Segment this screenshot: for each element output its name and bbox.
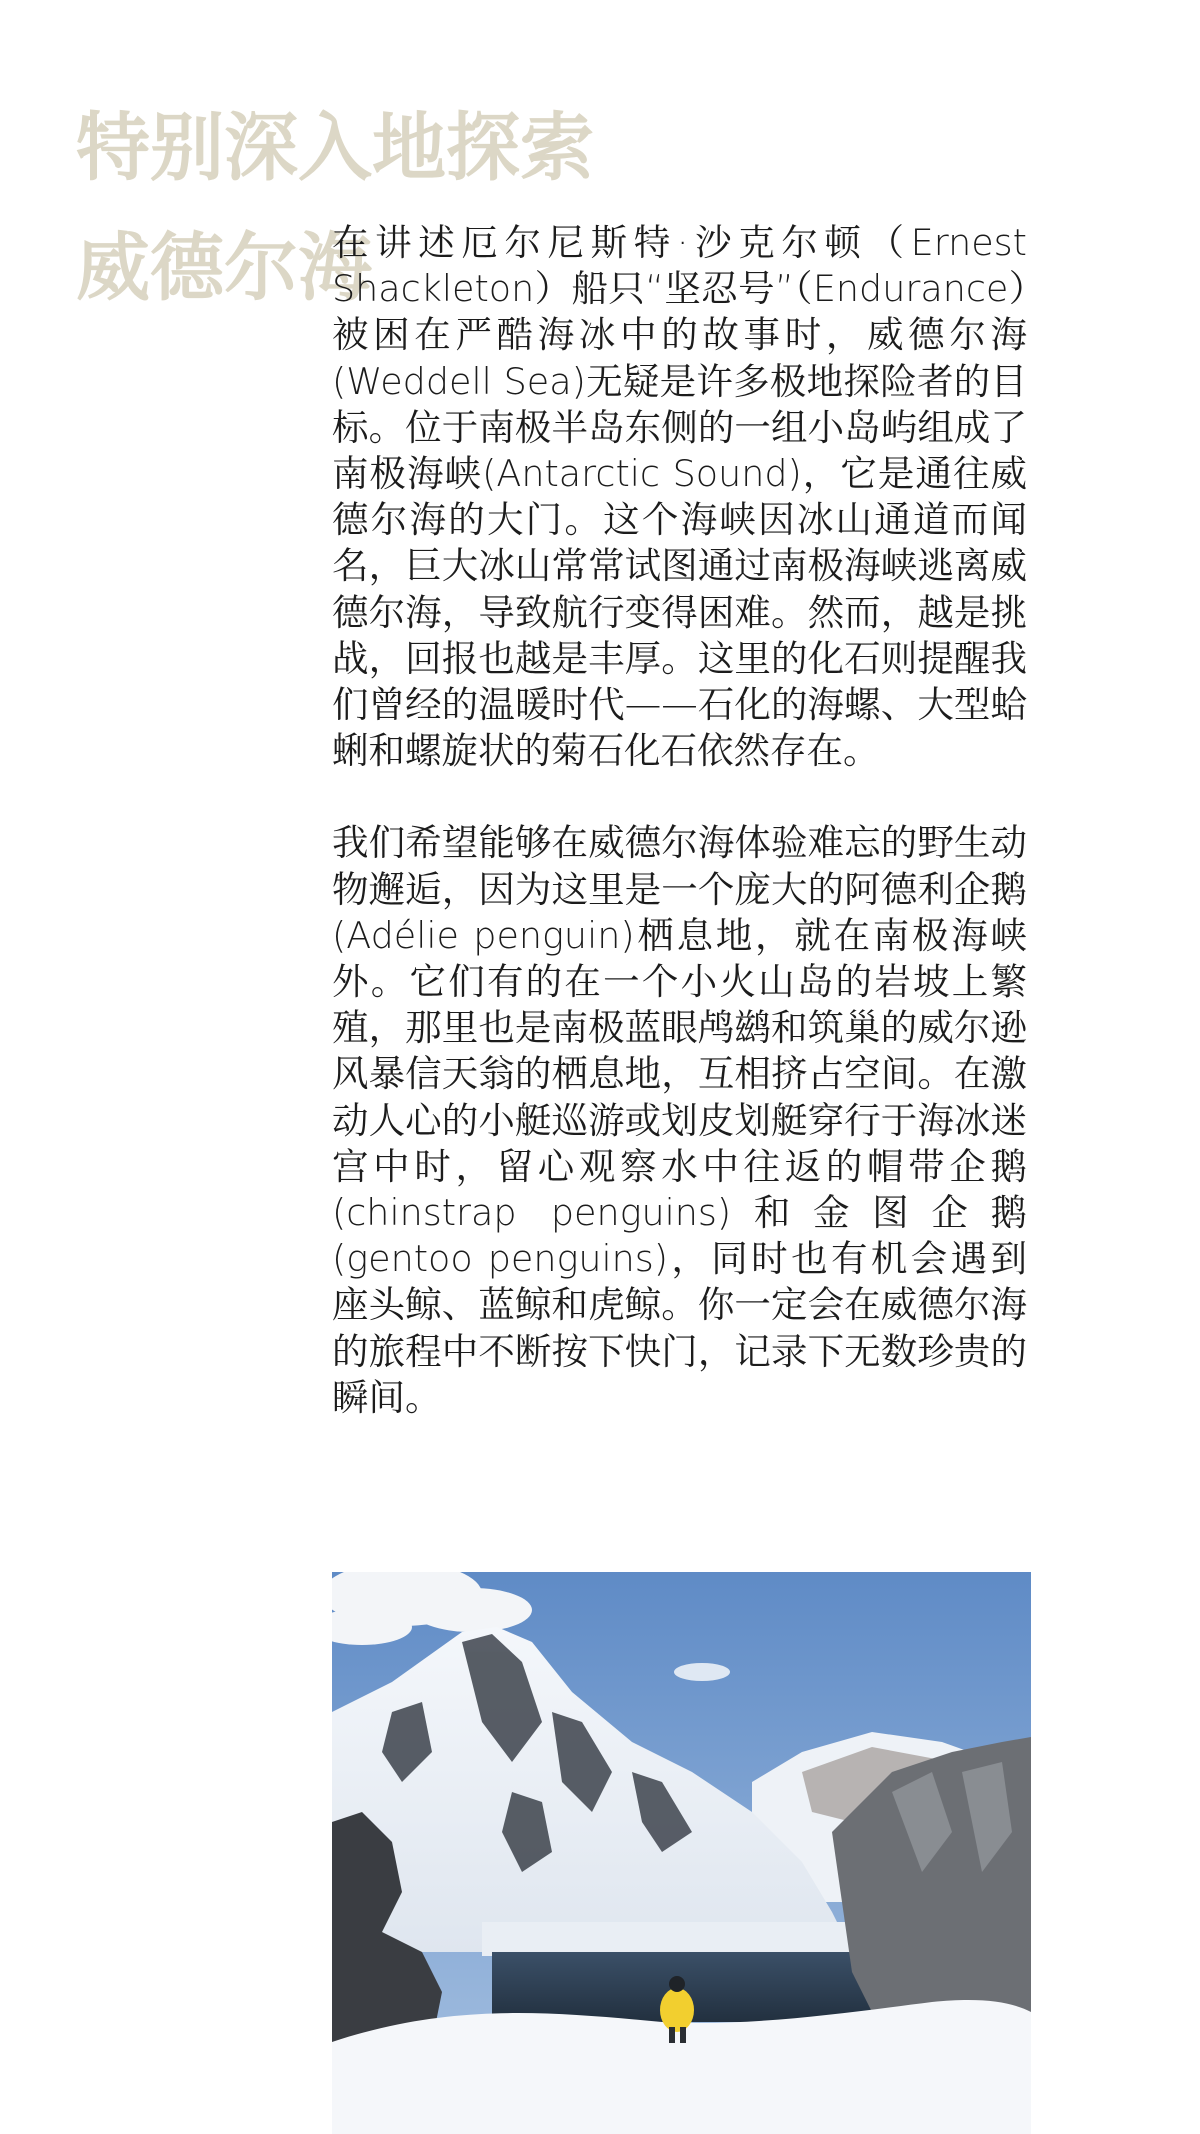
paragraph-1: 在讲述厄尔尼斯特·沙克尔顿（Ernest Shackleton）船只“坚忍号”（Endurance）被困在严酷海冰中的故事时，威德尔海(Weddell Sea)无疑是许多极地探险者的目标。位于南极半岛东侧的一组小岛屿组成了南极海峡(Antarctic Sound)，它是通往威德尔海的大门。这个海峡因冰山通道而闻名，巨大冰山常常试图通过南极海峡逃离威德尔海，导致航行变得困难。然而，越是挑战，回报也越是丰厚。这里的化石则提醒我们曾经的温暖时代——石化的海螺、大型蛤蜊和螺旋状的菊石化石依然存在。 bbox=[332, 221, 1027, 773]
antarctic-landscape-photo bbox=[332, 1572, 1031, 2134]
paragraph-2: 我们希望能够在威德尔海体验难忘的野生动物邂逅，因为这里是一个庞大的阿德利企鹅(Adélie penguin)栖息地，就在南极海峡外。它们有的在一个小火山岛的岩坡上繁殖，那里也是南极蓝眼鸬鹚和筑巢的威尔逊风暴信天翁的栖息地，互相挤占空间。在激动人心的小艇巡游或划皮划艇穿行于海冰迷宫中时，留心观察水中往返的帽带企鹅(chinstrap penguins)和金图企鹅(gentoo penguins)，同时也有机会遇到座头鲸、蓝鲸和虎鲸。你一定会在威德尔海的旅程中不断按下快门，记录下无数珍贵的瞬间。 bbox=[332, 821, 1027, 1419]
article-body bbox=[332, 220, 1027, 1467]
small-cloud bbox=[674, 1663, 730, 1681]
heading-line-1: 特别深入地探索 bbox=[76, 105, 594, 191]
landscape-illustration bbox=[332, 1572, 1031, 2134]
glacier-front bbox=[482, 1922, 882, 1956]
heading-line-2: 威德尔海 bbox=[76, 225, 372, 311]
